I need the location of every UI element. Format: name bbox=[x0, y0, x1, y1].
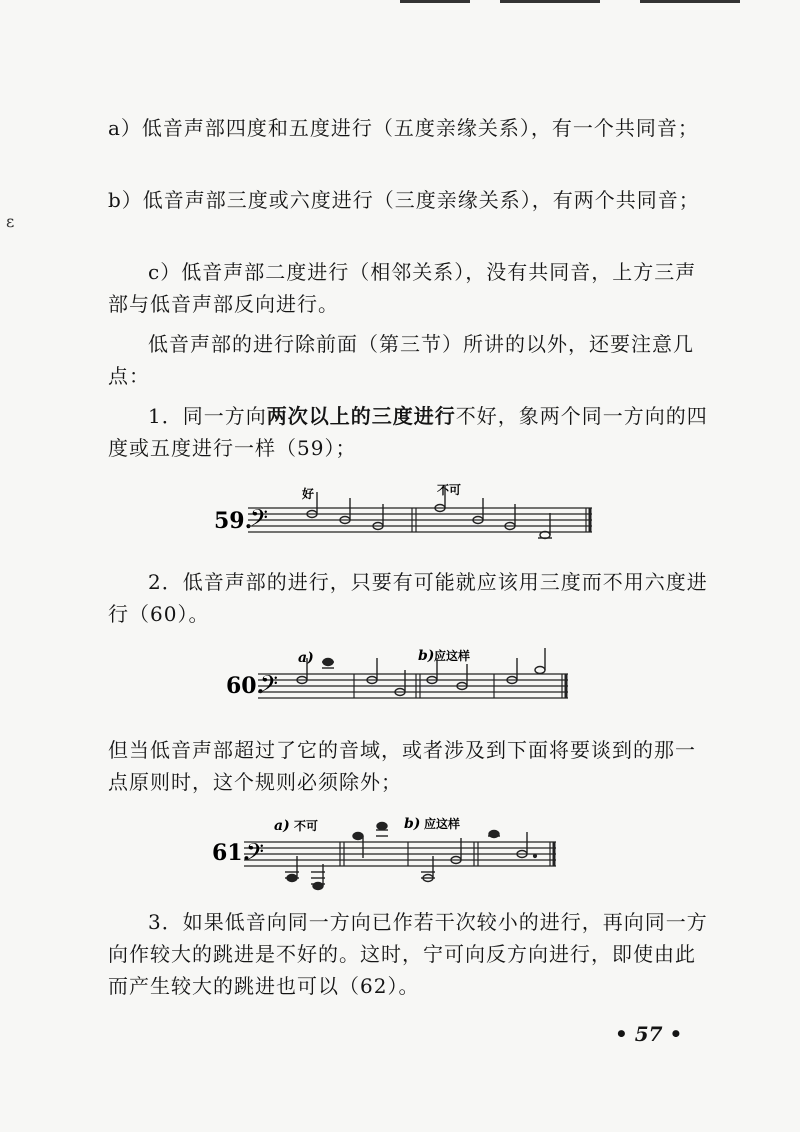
example-59-number: 59. bbox=[214, 508, 253, 534]
example-61-label-a: a) bbox=[274, 818, 290, 834]
example-59-notes bbox=[307, 486, 552, 539]
top-rule bbox=[640, 0, 740, 3]
example-61-label-b: b) bbox=[404, 816, 421, 832]
paragraph-intro: 低音声部的进行除前面（第三节）所讲的以外，还要注意几点： bbox=[108, 332, 694, 388]
rule-1-prefix: 1．同一方向 bbox=[148, 404, 267, 428]
example-61-staff bbox=[244, 842, 556, 866]
example-59-label-bad: 不可 bbox=[437, 483, 462, 497]
rule-2: 2．低音声部的进行，只要有可能就应该用三度而不用六度进行（60）。 bbox=[108, 570, 708, 626]
rule-1 bbox=[108, 400, 708, 464]
example-59 bbox=[214, 482, 592, 539]
example-61-label-b-text: 应这样 bbox=[424, 817, 461, 831]
bass-clef-icon: 𝄢 bbox=[260, 670, 279, 703]
rule-1-bold: 两次以上的三度进行 bbox=[266, 404, 456, 428]
example-59-label-good: 好 bbox=[302, 487, 315, 501]
top-rule bbox=[500, 0, 600, 3]
paragraph-c: c）低音声部二度进行（相邻关系），没有共同音，上方三声部与低音声部反向进行。 bbox=[108, 260, 697, 316]
example-60-notes bbox=[297, 648, 545, 696]
margin-mark: ε bbox=[6, 212, 15, 231]
example-61 bbox=[212, 816, 556, 890]
rule-1-suffix: 不好，象两个同一方向的四度或五度进行一样（59）； bbox=[108, 404, 708, 460]
example-60-label-b-text: 应这样 bbox=[434, 649, 471, 663]
top-rule bbox=[400, 0, 470, 3]
example-60-number: 60. bbox=[226, 673, 265, 699]
example-60-label-b: b) bbox=[418, 648, 435, 664]
paragraph-exception: 但当低音声部超过了它的音域，或者涉及到下面将要谈到的那一点原则时，这个规则必须除外； bbox=[108, 738, 696, 794]
bass-clef-icon: 𝄢 bbox=[246, 838, 265, 871]
bass-clef-icon: 𝄢 bbox=[250, 504, 269, 537]
example-61-label-a-text: 不可 bbox=[294, 819, 319, 833]
example-60-staff bbox=[258, 674, 568, 698]
example-60-label-a: a) bbox=[298, 650, 314, 666]
example-60 bbox=[226, 648, 568, 703]
example-59-staff bbox=[248, 508, 592, 532]
example-61-notes bbox=[285, 823, 536, 890]
paragraph-a: a）低音声部四度和五度进行（五度亲缘关系），有一个共同音； bbox=[108, 116, 699, 140]
rule-3: 3．如果低音向同一方向已作若干次较小的进行，再向同一方向作较大的跳进是不好的。这时，宁可向反方向进行，即使由此而产生较大的跳进也可以（62）。 bbox=[108, 910, 708, 998]
page-number: • 57 • bbox=[615, 1022, 683, 1046]
example-61-number: 61. bbox=[212, 840, 251, 866]
paragraph-b: b）低音声部三度或六度进行（三度亲缘关系），有两个共同音； bbox=[108, 188, 700, 212]
